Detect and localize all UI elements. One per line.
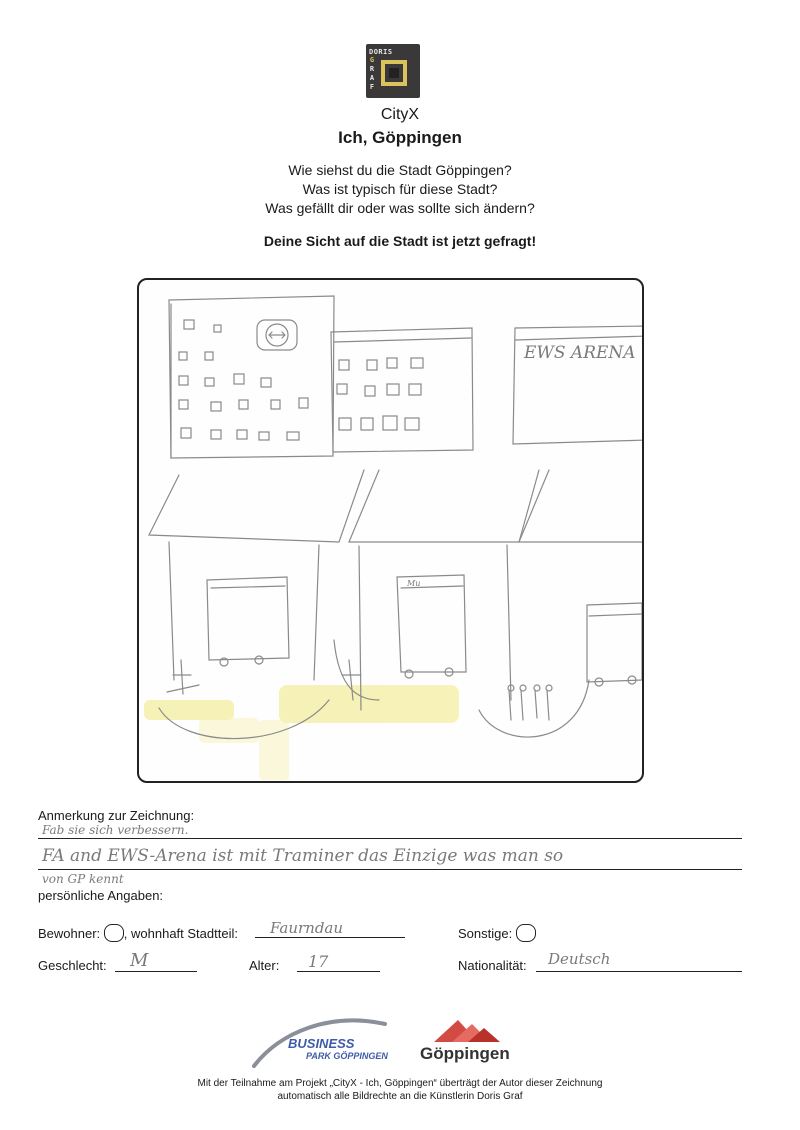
- question-1: Wie siehst du die Stadt Göppingen?: [288, 162, 512, 178]
- other-checkbox[interactable]: [516, 924, 536, 942]
- project-name: CityX: [380, 106, 420, 123]
- question-2: Was ist typisch für diese Stadt?: [302, 181, 498, 197]
- personal-label: persönliche Angaben:: [38, 888, 164, 903]
- footer-line-1: Mit der Teilnahme am Projekt „CityX - Ich, Göppingen“ überträgt der Autor dieser Zeichnung: [197, 1078, 603, 1089]
- tall-building: [169, 296, 334, 458]
- gender-value[interactable]: M: [130, 950, 149, 971]
- business-park-logo-line1: BUSINESS: [288, 1036, 355, 1051]
- remark-line-2: [38, 869, 742, 870]
- logo-letter: A: [369, 74, 375, 82]
- bus-sign: Mu: [407, 579, 421, 588]
- other-label: Sonstige:: [458, 926, 513, 941]
- age-line: [297, 971, 380, 972]
- middle-building: [331, 328, 473, 452]
- logo-letter: G: [369, 56, 375, 64]
- district-value[interactable]: Faurndau: [270, 919, 344, 937]
- age-label: Alter:: [249, 958, 280, 973]
- district-line: [255, 937, 405, 938]
- logo-side-letters: [369, 56, 375, 92]
- nationality-line: [536, 971, 742, 972]
- other-row: [458, 924, 536, 942]
- pencil-drawing: [139, 280, 644, 783]
- remark-text-3: von GP kennt: [42, 872, 124, 886]
- goeppingen-logo-text: Göppingen: [420, 1044, 510, 1063]
- logo-letter: F: [369, 83, 375, 91]
- logo-letter: R: [369, 65, 375, 73]
- remark-line-1: [38, 838, 742, 839]
- goeppingen-mountain-icon: [432, 1018, 502, 1044]
- age-value[interactable]: 17: [308, 952, 329, 971]
- question-3: Was gefällt dir oder was sollte sich ändern?: [265, 200, 535, 216]
- crayon-smudge: [144, 685, 459, 780]
- gender-label: Geschlecht:: [38, 958, 107, 973]
- remark-label: Anmerkung zur Zeichnung:: [38, 808, 195, 823]
- nationality-value[interactable]: Deutsch: [548, 950, 611, 968]
- logo-top-text: DORIS: [369, 48, 393, 56]
- gender-line: [115, 971, 197, 972]
- resident-label: Bewohner:: [38, 926, 101, 941]
- page-title: Ich, Göppingen: [338, 128, 462, 147]
- footer-line-2: automatisch alle Bildrechte an die Künstlerin Doris Graf: [277, 1091, 523, 1102]
- doris-graf-logo: [366, 44, 420, 98]
- prompt-questions: [0, 161, 800, 218]
- district-label: , wohnhaft Stadtteil:: [123, 926, 238, 941]
- logo-square-icon: [381, 60, 407, 86]
- business-park-logo-line2: PARK GÖPPINGEN: [306, 1051, 388, 1061]
- arena-label: EWS ARENA: [524, 343, 636, 363]
- remark-text-2: FA and EWS-Arena ist mit Traminer das Einzige was man so: [42, 846, 564, 866]
- call-to-action: Deine Sicht auf die Stadt ist jetzt gefragt!: [263, 233, 537, 249]
- footer-disclaimer: [0, 1077, 800, 1103]
- drawing-frame: [137, 278, 644, 783]
- resident-checkbox[interactable]: [104, 924, 124, 942]
- resident-row: [38, 924, 238, 942]
- remark-text-1: Fab sie sich verbessern.: [42, 823, 189, 837]
- nationality-label: Nationalität:: [458, 958, 527, 973]
